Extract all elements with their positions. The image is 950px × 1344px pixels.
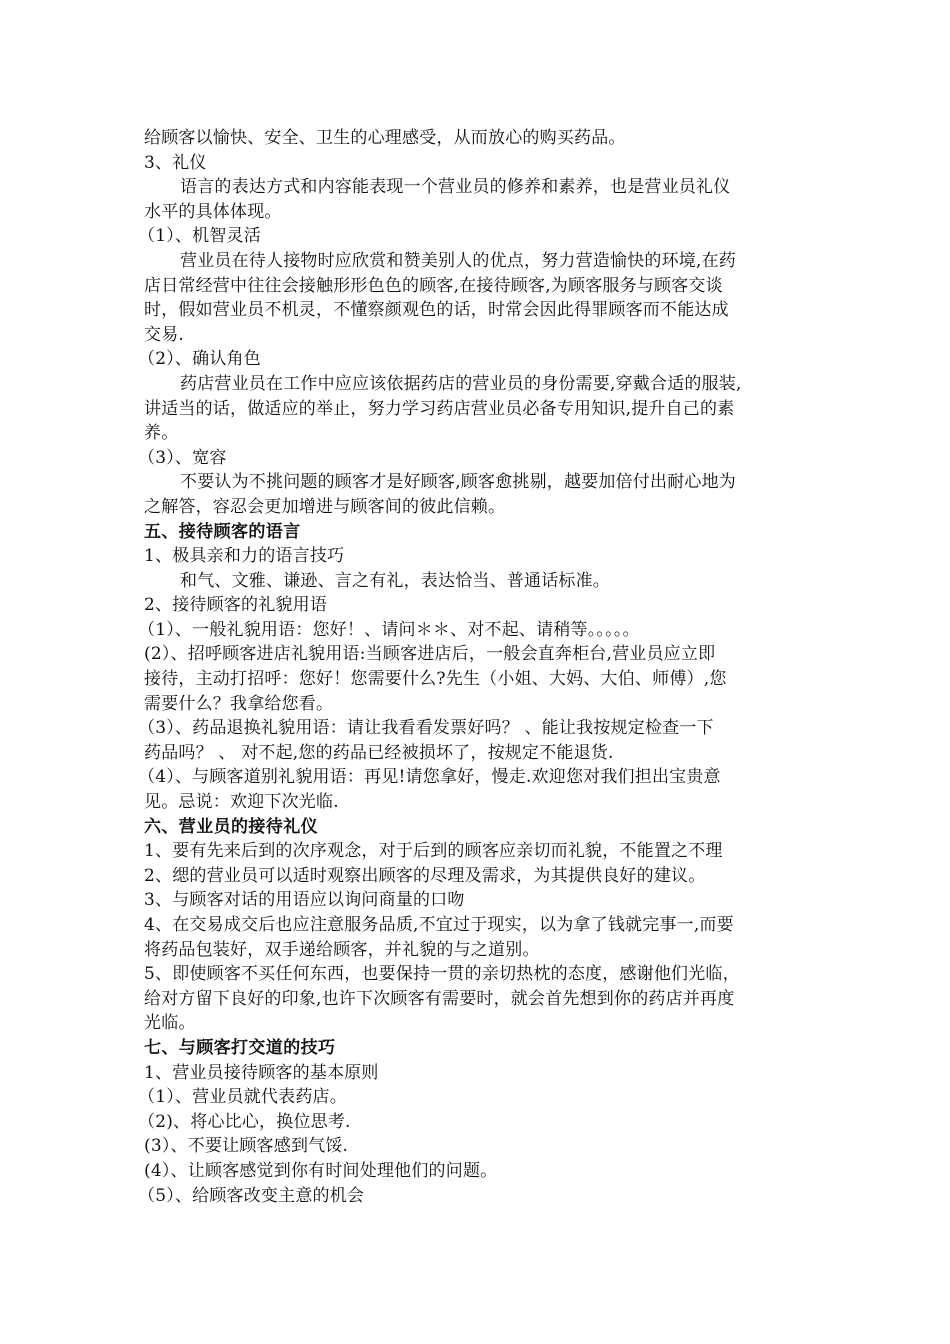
section-item: 2、接待顾客的礼貌用语 [144, 595, 328, 616]
document-page [138, 126, 809, 1208]
body-line: 店日常经营中往往会接触形形色色的顾客,在接待顾客,为顾客服务与顾客交谈 [144, 275, 723, 296]
body-line: 见。忌说：欢迎下次光临. [144, 792, 339, 813]
paragraph-line: 不要认为不挑问题的顾客才是好顾客,顾客愈挑剔，越要加倍付出耐心地为 [180, 472, 737, 493]
body-line: 交易. [144, 324, 185, 345]
section-item: 1、营业员接待顾客的基本原则 [144, 1062, 379, 1083]
subsection-item: （1）、一般礼貌用语：您好！、请问＊＊、对不起、请稍等。。。。。 [138, 619, 640, 640]
section-item: 3、礼仪 [144, 152, 207, 173]
list-item: 1、要有先来后到的次序观念，对于后到的顾客应亲切而礼貌，不能置之不理 [144, 841, 723, 862]
list-item: 2、缌的营业员可以适时观察出顾客的尽理及需求，为其提供良好的建议。 [144, 865, 706, 886]
paragraph-line: 营业员在待人接物时应欣赏和赞美别人的优点，努力营造愉快的环境,在药 [180, 250, 737, 271]
section-heading: 五、接待顾客的语言 [144, 521, 301, 542]
list-item: 3、与顾客对话的用语应以询问商量的口吻 [144, 890, 465, 911]
subsection-item: （1）、营业员就代表药店。 [138, 1087, 347, 1108]
subsection-item: (2）、招呼顾客进店礼貌用语:当顾客进店后，一般会直奔柜台,营业员应立即 [144, 644, 716, 665]
body-line: 养。 [144, 423, 179, 444]
body-line: 需要什么？我拿给您看。 [144, 693, 334, 714]
body-line: 接待，主动打招呼：您好！您需要什么?先生（小姐、大妈、大伯、师傅）,您 [144, 669, 727, 690]
subsection-item: （3）、药品退换礼貌用语：请让我看看发票好吗？ 、能让我按规定检查一下 [138, 718, 714, 739]
section-item: 1、极具亲和力的语言技巧 [144, 546, 345, 567]
body-line: 讲适当的话，做适应的举止，努力学习药店营业员必备专用知识,提升自己的素 [144, 398, 735, 419]
subsection-title: （1）、机智灵活 [138, 226, 261, 247]
subsection-title: （2）、确认角色 [138, 349, 261, 370]
list-item: 5、即使顾客不买任何东西，也要保持一贯的亲切热枕的态度，感谢他们光临， [144, 964, 740, 985]
subsection-item: (4）、让顾客感觉到你有时间处理他们的问题。 [144, 1160, 498, 1181]
body-line: 光临。 [144, 1013, 196, 1034]
body-line: 之解答，容忍会更加增进与顾客间的彼此信赖。 [144, 496, 506, 517]
body-line: 时，假如营业员不机灵，不懂察颜观色的话，时常会因此得罪顾客而不能达成 [144, 300, 729, 321]
paragraph-line: 和气、文雅、谦逊、言之有礼，表达恰当、普通话标准。 [180, 570, 610, 591]
body-line: 给顾客以愉快、安全、卫生的心理感受，从而放心的购买药品。 [144, 128, 626, 148]
subsection-item: （5）、给顾客改变主意的机会 [138, 1185, 365, 1206]
paragraph-line: 药店营业员在工作中应应该依据药店的营业员的身份需要,穿戴合适的服装, [180, 373, 742, 394]
subsection-item: (3）、不要让顾客感到气馁. [144, 1136, 349, 1157]
list-item: 4、在交易成交后也应注意服务品质,不宜过于现实，以为拿了钱就完事一,而要 [144, 915, 734, 935]
body-line: 药品吗？ 、 对不起,您的药品已经被损坏了，按规定不能退货. [144, 742, 614, 763]
paragraph-line: 语言的表达方式和内容能表现一个营业员的修养和素养，也是营业员礼仪 [180, 177, 731, 198]
subsection-item: （2)、将心比心，换位思考. [138, 1111, 351, 1132]
body-line: 水平的具体体现。 [144, 201, 282, 222]
subsection-item: （4）、与顾客道别礼貌用语：再见!请您拿好，慢走.欢迎您对我们担出宝贵意 [138, 767, 721, 788]
section-heading: 七、与顾客打交道的技巧 [144, 1037, 336, 1058]
body-line: 将药品包装好，双手递给顾客，并礼貌的与之道别。 [144, 939, 540, 960]
body-line: 给对方留下良好的印象,也许下次顾客有需要时，就会首先想到你的药店并再度 [144, 988, 735, 1009]
section-heading: 六、营业员的接待礼仪 [144, 816, 318, 837]
subsection-title: （3）、宽容 [138, 447, 227, 468]
